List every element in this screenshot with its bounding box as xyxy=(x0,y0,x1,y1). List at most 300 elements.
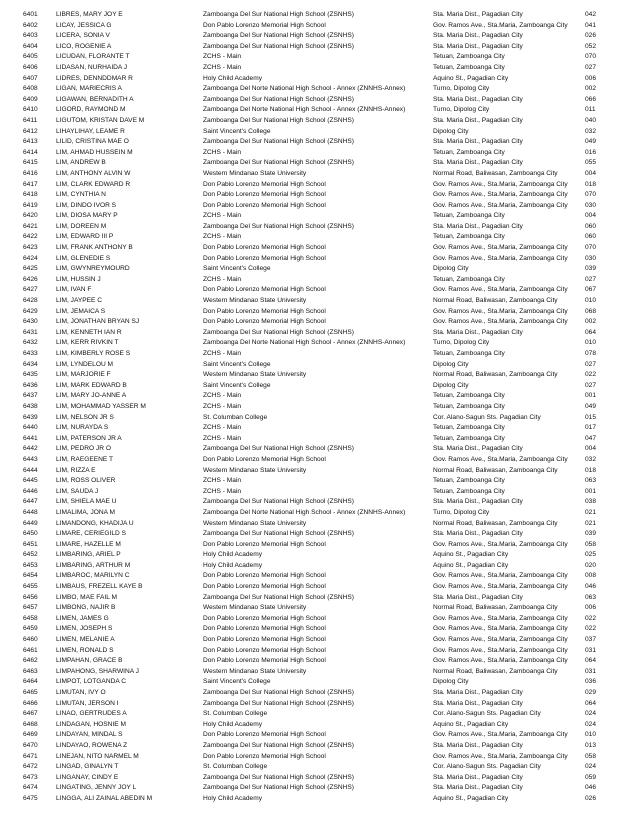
table-row xyxy=(0,95,638,106)
row-number: 6434 xyxy=(23,360,38,368)
table-row xyxy=(0,63,638,74)
room-code: 018 xyxy=(585,180,597,188)
school-name: Western Mindanao State University xyxy=(203,519,307,527)
room-code: 022 xyxy=(585,371,597,379)
room-code: 042 xyxy=(585,11,597,18)
school-name: Don Pablo Lorenzo Memorial High School xyxy=(203,191,326,199)
row-number: 6449 xyxy=(23,519,38,527)
row-number: 6435 xyxy=(23,371,38,379)
room-code: 013 xyxy=(585,741,597,749)
school-address: Sta. Maria Dist., Pagadian City xyxy=(433,11,523,18)
school-address: Normal Road, Baliwasan, Zamboanga City xyxy=(433,466,558,474)
examinee-name: LIM, KIMBERLY ROSE S xyxy=(56,350,131,357)
table-row xyxy=(0,677,638,688)
room-code: 049 xyxy=(585,138,597,146)
school-address: Tetuan, Zamboanga City xyxy=(433,275,505,283)
examinee-name: LIM, SHIELA MAE U xyxy=(56,498,117,506)
examinee-name: LIM, RIZZA E xyxy=(56,466,96,474)
school-name: Don Pablo Lorenzo Memorial High School xyxy=(203,180,326,188)
school-address: Gov. Ramos Ave., Sta.Maria, Zamboanga City xyxy=(433,646,568,654)
row-number: 6442 xyxy=(23,445,38,453)
table-row xyxy=(0,656,638,667)
table-row xyxy=(0,752,638,763)
examinee-name: LIM, AHMAD HUSSEIN M xyxy=(56,148,133,156)
row-number: 6445 xyxy=(23,477,38,485)
row-number: 6437 xyxy=(23,392,38,400)
examinee-name: LIMEN, MELANIE A xyxy=(56,636,115,644)
school-name: Don Pablo Lorenzo Memorial High School xyxy=(203,201,326,209)
row-number: 6454 xyxy=(23,572,38,580)
school-name: Zamboanga Del Sur National High School (ZSNHS) xyxy=(203,530,354,538)
examinee-name: LINAO, GERTRUDES A xyxy=(56,710,127,718)
examinee-name: LIMEN, RONALD S xyxy=(56,646,114,654)
school-name: ZCHS - Main xyxy=(203,350,242,357)
school-name: ZCHS - Main xyxy=(203,392,242,400)
school-name: Don Pablo Lorenzo Memorial High School xyxy=(203,244,326,252)
row-number: 6404 xyxy=(23,42,38,50)
table-row xyxy=(0,794,638,805)
row-number: 6439 xyxy=(23,413,38,421)
school-name: Zamboanga Del Sur National High School (ZSNHS) xyxy=(203,498,354,506)
row-number: 6427 xyxy=(23,286,38,294)
examinee-name: LICO, ROGENIE A xyxy=(56,42,112,50)
table-row xyxy=(0,307,638,318)
school-address: Gov. Ramos Ave., Sta.Maria, Zamboanga City xyxy=(433,307,568,315)
table-row xyxy=(0,105,638,116)
examinee-name: LINEJAN, NITO NARMEL M xyxy=(56,752,139,760)
examinee-name: LIGUTOM, KRISTAN DAVE M xyxy=(56,116,145,124)
row-number: 6456 xyxy=(23,593,38,601)
row-number: 6452 xyxy=(23,551,38,559)
examinee-name: LIM, RAEGEENE T xyxy=(56,455,114,463)
school-name: Zamboanga Del Sur National High School (ZSNHS) xyxy=(203,159,354,167)
row-number: 6444 xyxy=(23,466,38,474)
room-code: 039 xyxy=(585,530,597,538)
table-row xyxy=(0,402,638,413)
school-name: Don Pablo Lorenzo Memorial High School xyxy=(203,21,326,29)
row-number: 6473 xyxy=(23,773,38,781)
school-address: Gov. Ramos Ave., Sta.Maria, Zamboanga City xyxy=(433,731,568,739)
table-row xyxy=(0,190,638,201)
school-name: Holy Child Academy xyxy=(203,551,263,559)
row-number: 6460 xyxy=(23,636,38,644)
row-number: 6407 xyxy=(23,74,38,82)
school-name: Zamboanga Del Sur National High School (ZSNHS) xyxy=(203,32,354,40)
school-address: Tetuan, Zamboanga City xyxy=(433,212,505,220)
room-code: 046 xyxy=(585,784,597,792)
school-address: Gov. Ramos Ave., Sta.Maria, Zamboanga City xyxy=(433,625,568,633)
table-row xyxy=(0,232,638,243)
school-address: Sta. Maria Dist., Pagadian City xyxy=(433,699,523,707)
examinee-name: LIM, ANTHONY ALVIN W xyxy=(56,169,131,177)
room-code: 070 xyxy=(585,191,597,199)
examinee-name: LINDAGAN, HOSNIE M xyxy=(56,720,126,728)
table-row xyxy=(0,593,638,604)
table-row xyxy=(0,635,638,646)
row-number: 6462 xyxy=(23,657,38,665)
school-name: ZCHS - Main xyxy=(203,53,242,61)
school-address: Gov. Ramos Ave., Sta.Maria, Zamboanga City xyxy=(433,244,568,252)
table-row xyxy=(0,508,638,519)
school-address: Sta. Maria Dist., Pagadian City xyxy=(433,741,523,749)
row-number: 6472 xyxy=(23,763,38,771)
school-name: Don Pablo Lorenzo Memorial High School xyxy=(203,572,326,580)
room-code: 059 xyxy=(585,773,597,781)
row-number: 6402 xyxy=(23,21,38,29)
examinee-name: LIGAWAN, BERNADITH A xyxy=(56,95,134,103)
room-code: 004 xyxy=(585,212,597,220)
row-number: 6451 xyxy=(23,540,38,548)
examinee-name: LIM, CYNTHIA N xyxy=(56,191,106,199)
examinee-name: LINGATING, JENNY JOY L xyxy=(56,784,137,792)
examinee-name: LIDASAN, NURHAIDA J xyxy=(56,63,128,71)
school-name: Don Pablo Lorenzo Memorial High School xyxy=(203,731,326,739)
row-number: 6409 xyxy=(23,95,38,103)
row-number: 6474 xyxy=(23,784,38,792)
room-code: 010 xyxy=(585,339,597,347)
room-code: 018 xyxy=(585,466,597,474)
school-name: ZCHS - Main xyxy=(203,233,242,241)
school-address: Sta. Maria Dist., Pagadian City xyxy=(433,159,523,167)
room-code: 026 xyxy=(585,32,597,40)
row-number: 6438 xyxy=(23,402,38,410)
school-name: Holy Child Academy xyxy=(203,720,263,728)
table-row xyxy=(0,74,638,85)
school-address: Aquino St., Pagadian City xyxy=(433,74,509,82)
school-name: ZCHS - Main xyxy=(203,148,242,156)
row-number: 6428 xyxy=(23,297,38,305)
room-code: 052 xyxy=(585,42,597,50)
school-address: Dipolog City xyxy=(433,381,469,389)
school-address: Turno, Dipolog City xyxy=(433,106,490,114)
room-code: 017 xyxy=(585,424,597,432)
examinee-name: LINGGA, ALI ZAINAL ABEDIN M xyxy=(56,794,153,802)
room-code: 064 xyxy=(585,699,597,707)
school-name: Saint Vincent's College xyxy=(203,265,271,273)
school-address: Aquino St., Pagadian City xyxy=(433,794,509,802)
table-row xyxy=(0,211,638,222)
examinee-name: LIMPAHONG, SHARWINA J xyxy=(56,667,139,675)
school-name: Don Pablo Lorenzo Memorial High School xyxy=(203,636,326,644)
school-name: Western Mindanao State University xyxy=(203,169,307,177)
table-row xyxy=(0,21,638,32)
school-address: Gov. Ramos Ave., Sta.Maria, Zamboanga City xyxy=(433,286,568,294)
examinee-name: LIMUTAN, JERSON I xyxy=(56,699,119,707)
row-number: 6421 xyxy=(23,222,38,230)
row-number: 6448 xyxy=(23,508,38,516)
school-name: Zamboanga Del Sur National High School (ZSNHS) xyxy=(203,593,354,601)
school-address: Gov. Ramos Ave., Sta.Maria, Zamboanga City xyxy=(433,752,568,760)
school-name: Saint Vincent's College xyxy=(203,678,271,686)
school-address: Aquino St., Pagadian City xyxy=(433,561,509,569)
school-address: Tetuan, Zamboanga City xyxy=(433,487,505,495)
row-number: 6436 xyxy=(23,381,38,389)
table-row xyxy=(0,709,638,720)
room-code: 006 xyxy=(585,604,597,612)
row-number: 6441 xyxy=(23,434,38,442)
school-address: Sta. Maria Dist., Pagadian City xyxy=(433,593,523,601)
school-address: Tetuan, Zamboanga City xyxy=(433,53,505,61)
room-code: 032 xyxy=(585,455,597,463)
row-number: 6413 xyxy=(23,138,38,146)
table-row xyxy=(0,285,638,296)
examinee-name: LICERA, SONIA V xyxy=(56,32,110,40)
school-address: Gov. Ramos Ave., Sta.Maria, Zamboanga City xyxy=(433,180,568,188)
school-address: Normal Road, Baliwasan, Zamboanga City xyxy=(433,297,558,305)
school-name: Saint Vincent's College xyxy=(203,360,271,368)
school-address: Dipolog City xyxy=(433,360,469,368)
school-address: Gov. Ramos Ave., Sta.Maria, Zamboanga City xyxy=(433,583,568,591)
table-row xyxy=(0,201,638,212)
table-row xyxy=(0,264,638,275)
examinee-name: LIMARE, HAZELLE M xyxy=(56,540,121,548)
examinee-name: LIGAN, MARIECRIS A xyxy=(56,85,122,93)
row-number: 6411 xyxy=(23,116,38,124)
table-row xyxy=(0,158,638,169)
examinee-name: LIM, LYNDELOU M xyxy=(56,360,114,368)
examinee-name: LINDAYAN, MINDAL S xyxy=(56,731,123,739)
examinee-name: LIMBAUS, FREZELL KAYE B xyxy=(56,583,143,591)
row-number: 6414 xyxy=(23,148,38,156)
room-code: 041 xyxy=(585,21,597,29)
row-number: 6410 xyxy=(23,106,38,114)
school-address: Dipolog City xyxy=(433,127,469,135)
school-name: St. Columban College xyxy=(203,710,268,718)
table-row xyxy=(0,127,638,138)
room-code: 024 xyxy=(585,720,597,728)
row-number: 6461 xyxy=(23,646,38,654)
examinee-name: LIDRES, DENNDDMAR R xyxy=(56,74,133,82)
room-code: 021 xyxy=(585,519,597,527)
table-row xyxy=(0,582,638,593)
row-number: 6430 xyxy=(23,318,38,326)
school-name: St. Columban College xyxy=(203,763,268,771)
school-address: Tetuan, Zamboanga City xyxy=(433,233,505,241)
room-code: 064 xyxy=(585,328,597,336)
row-number: 6455 xyxy=(23,583,38,591)
school-address: Sta. Maria Dist., Pagadian City xyxy=(433,32,523,40)
table-row xyxy=(0,360,638,371)
row-number: 6463 xyxy=(23,667,38,675)
row-number: 6470 xyxy=(23,741,38,749)
table-row xyxy=(0,444,638,455)
table-row xyxy=(0,52,638,63)
examinee-name: LICUDAN, FLORANTE T xyxy=(56,53,130,61)
school-name: Holy Child Academy xyxy=(203,561,263,569)
room-code: 010 xyxy=(585,297,597,305)
table-row xyxy=(0,391,638,402)
school-address: Sta. Maria Dist., Pagadian City xyxy=(433,498,523,506)
school-name: Zamboanga Del Sur National High School (ZSNHS) xyxy=(203,328,354,336)
school-name: Zamboanga Del Sur National High School (ZSNHS) xyxy=(203,11,354,18)
school-name: Don Pablo Lorenzo Memorial High School xyxy=(203,583,326,591)
school-address: Cor. Alano-Sagun Sts. Pagadian City xyxy=(433,763,541,771)
table-row xyxy=(0,317,638,328)
school-name: Holy Child Academy xyxy=(203,74,263,82)
row-number: 6466 xyxy=(23,699,38,707)
room-code: 031 xyxy=(585,667,597,675)
room-code: 027 xyxy=(585,63,597,71)
row-number: 6418 xyxy=(23,191,38,199)
table-row xyxy=(0,434,638,445)
row-number: 6408 xyxy=(23,85,38,93)
room-code: 031 xyxy=(585,646,597,654)
room-code: 055 xyxy=(585,159,597,167)
school-address: Gov. Ramos Ave., Sta.Maria, Zamboanga City xyxy=(433,657,568,665)
examinee-name: LIM, KENNETH IAN R xyxy=(56,328,122,336)
row-number: 6464 xyxy=(23,678,38,686)
examinee-name: LIM, GLENEDIE S xyxy=(56,254,111,262)
table-row xyxy=(0,529,638,540)
room-code: 040 xyxy=(585,116,597,124)
row-number: 6475 xyxy=(23,794,38,802)
examinee-name: LIM, NELSON JR S xyxy=(56,413,114,421)
examinee-name: LIMEN, JAMES G xyxy=(56,614,109,622)
school-name: Zamboanga Del Sur National High School (ZSNHS) xyxy=(203,445,354,453)
table-row xyxy=(0,296,638,307)
school-address: Tetuan, Zamboanga City xyxy=(433,477,505,485)
school-address: Tetuan, Zamboanga City xyxy=(433,350,505,357)
examinee-name: LIM, KERR RIVKIN T xyxy=(56,339,119,347)
school-address: Sta. Maria Dist., Pagadian City xyxy=(433,445,523,453)
room-code: 078 xyxy=(585,350,597,357)
school-address: Tetuan, Zamboanga City xyxy=(433,392,505,400)
school-name: Zamboanga Del Norte National High School - Annex (ZNNHS-Annex) xyxy=(203,85,406,93)
room-code: 032 xyxy=(585,127,597,135)
table-row xyxy=(0,381,638,392)
examinee-name: LIM, DIOSA MARY P xyxy=(56,212,118,220)
room-code: 066 xyxy=(585,95,597,103)
room-code: 030 xyxy=(585,254,597,262)
school-address: Aquino St., Pagadian City xyxy=(433,551,509,559)
examinee-name: LIM, JAYPEE C xyxy=(56,297,103,305)
row-number: 6446 xyxy=(23,487,38,495)
table-row xyxy=(0,42,638,53)
table-row xyxy=(0,773,638,784)
table-row xyxy=(0,84,638,95)
roster-list xyxy=(0,10,638,805)
examinee-name: LIM, FRANK ANTHONY B xyxy=(56,244,133,252)
examinee-name: LIM, DINDO IVOR S xyxy=(56,201,117,209)
table-row xyxy=(0,603,638,614)
school-name: Zamboanga Del Sur National High School (ZSNHS) xyxy=(203,138,354,146)
row-number: 6433 xyxy=(23,350,38,357)
school-name: Don Pablo Lorenzo Memorial High School xyxy=(203,752,326,760)
examinee-name: LIMARE, CERIEGILD S xyxy=(56,530,126,538)
examinee-name: LIM, SAUDA J xyxy=(56,487,99,495)
table-row xyxy=(0,243,638,254)
room-code: 036 xyxy=(585,678,597,686)
room-code: 037 xyxy=(585,636,597,644)
school-name: Zamboanga Del Sur National High School (ZSNHS) xyxy=(203,689,354,696)
examinee-name: LIMALIMA, JONA M xyxy=(56,508,115,516)
school-address: Gov. Ramos Ave., Sta.Maria, Zamboanga City xyxy=(433,318,568,326)
room-code: 002 xyxy=(585,85,597,93)
table-row xyxy=(0,540,638,551)
school-name: Don Pablo Lorenzo Memorial High School xyxy=(203,254,326,262)
school-address: Dipolog City xyxy=(433,265,469,273)
examinee-name: LIBRES, MARY JOY E xyxy=(56,11,123,18)
room-code: 067 xyxy=(585,286,597,294)
table-row xyxy=(0,116,638,127)
table-row xyxy=(0,730,638,741)
room-code: 001 xyxy=(585,392,597,400)
school-address: Sta. Maria Dist., Pagadian City xyxy=(433,116,523,124)
row-number: 6425 xyxy=(23,265,38,273)
room-code: 025 xyxy=(585,551,597,559)
row-number: 6419 xyxy=(23,201,38,209)
examinee-name: LIM, DOREEN M xyxy=(56,222,107,230)
row-number: 6420 xyxy=(23,212,38,220)
school-name: Zamboanga Del Sur National High School (ZSNHS) xyxy=(203,784,354,792)
row-number: 6453 xyxy=(23,561,38,569)
room-code: 038 xyxy=(585,498,597,506)
table-row xyxy=(0,10,638,21)
examinee-name: LIGORD, RAYMOND M xyxy=(56,106,126,114)
room-code: 029 xyxy=(585,689,597,696)
school-address: Turno, Dipolog City xyxy=(433,85,490,93)
school-address: Gov. Ramos Ave., Sta.Maria, Zamboanga City xyxy=(433,572,568,580)
table-row xyxy=(0,624,638,635)
school-name: Holy Child Academy xyxy=(203,794,263,802)
table-row xyxy=(0,476,638,487)
room-code: 022 xyxy=(585,625,597,633)
room-code: 046 xyxy=(585,583,597,591)
examinee-name: LIMBARING, ARTHUR M xyxy=(56,561,131,569)
school-name: Zamboanga Del Norte National High School - Annex (ZNNHS-Annex) xyxy=(203,339,406,347)
examinee-name: LIM, MARJORIE F xyxy=(56,371,111,379)
school-name: Don Pablo Lorenzo Memorial High School xyxy=(203,286,326,294)
room-code: 027 xyxy=(585,360,597,368)
examinee-name: LICAY, JESSICA G xyxy=(56,21,112,29)
examinee-name: LIM, CLARK EDWARD R xyxy=(56,180,131,188)
table-row xyxy=(0,741,638,752)
examinee-name: LIMPAHAN, GRACE B xyxy=(56,657,123,665)
school-name: ZCHS - Main xyxy=(203,434,242,442)
row-number: 6465 xyxy=(23,689,38,696)
examinee-name: LINGANAY, CINDY E xyxy=(56,773,119,781)
school-address: Sta. Maria Dist., Pagadian City xyxy=(433,222,523,230)
row-number: 6440 xyxy=(23,424,38,432)
table-row xyxy=(0,222,638,233)
school-name: Zamboanga Del Sur National High School (ZSNHS) xyxy=(203,773,354,781)
room-code: 039 xyxy=(585,265,597,273)
school-name: ZCHS - Main xyxy=(203,63,242,71)
school-name: ZCHS - Main xyxy=(203,424,242,432)
room-code: 008 xyxy=(585,572,597,580)
school-address: Tetuan, Zamboanga City xyxy=(433,424,505,432)
school-name: Saint Vincent's College xyxy=(203,381,271,389)
school-name: Zamboanga Del Sur National High School (ZSNHS) xyxy=(203,95,354,103)
examinee-name: LIM, NURAYDA S xyxy=(56,424,109,432)
school-address: Gov. Ramos Ave., Sta.Maria, Zamboanga City xyxy=(433,191,568,199)
row-number: 6468 xyxy=(23,720,38,728)
table-row xyxy=(0,762,638,773)
row-number: 6457 xyxy=(23,604,38,612)
school-address: Turno, Dipolog City xyxy=(433,339,490,347)
row-number: 6405 xyxy=(23,53,38,61)
examinee-name: LIMBARING, ARIEL P xyxy=(56,551,121,559)
table-row xyxy=(0,519,638,530)
row-number: 6403 xyxy=(23,32,38,40)
row-number: 6422 xyxy=(23,233,38,241)
school-name: Don Pablo Lorenzo Memorial High School xyxy=(203,455,326,463)
school-name: ZCHS - Main xyxy=(203,477,242,485)
school-name: Zamboanga Del Norte National High School - Annex (ZNNHS-Annex) xyxy=(203,106,406,114)
row-number: 6469 xyxy=(23,731,38,739)
school-address: Gov. Ramos Ave., Sta.Maria, Zamboanga City xyxy=(433,614,568,622)
room-code: 058 xyxy=(585,752,597,760)
